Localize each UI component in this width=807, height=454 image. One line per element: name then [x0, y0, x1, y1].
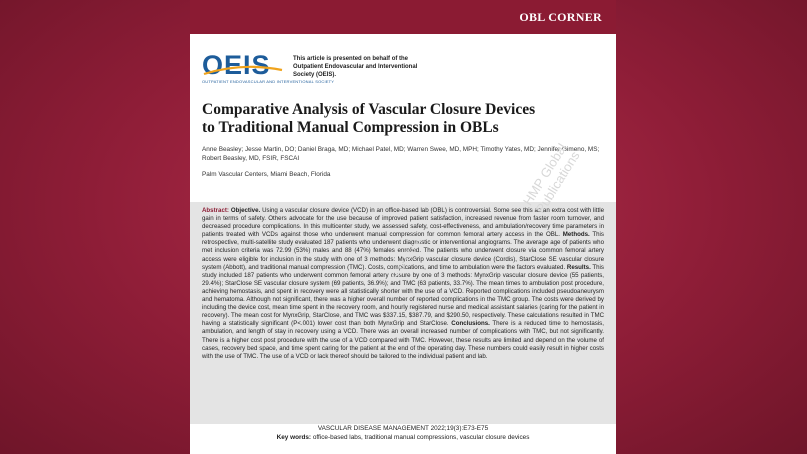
methods-label: Methods.	[562, 231, 590, 239]
logo-subtext: OUTPATIENT ENDOVASCULAR AND INTERVENTIONAL SOCIETY	[202, 79, 335, 84]
article-title	[202, 101, 602, 137]
affiliation: Palm Vascular Centers, Miami Beach, Florida	[202, 171, 331, 178]
title-line-2: to Traditional Manual Compression in OBLs	[202, 119, 499, 136]
conclusions-text: There is a reduced time to hemostasis, ambulation, and length of stay in recovery using a VCD. There was an overall increased number of complications with TMC, but not significantly. There is a higher cost post procedure with the use of a VCD compared with TMC. However, these results are limited and depend on the volume of cases, recovery bed space, and time spent caring for the patient at the end of the operating day. These numbers could easily result in higher costs with the use of TMC. The use of a VCD or lack thereof should be tailored to the individual patient and lab.	[202, 320, 604, 360]
author-list: Anne Beasley; Jesse Martin, DO; Daniel Braga, MD; Michael Patel, MD; Warren Swee, MD, MPH; Timothy Yates, MD; Jennifer Gimeno, MS; Robert Beasley, MD, FSIR, FSCAI	[202, 146, 600, 162]
title-line-1: Comparative Analysis of Vascular Closure Devices	[202, 101, 536, 118]
logo-wordmark: OEIS	[202, 50, 271, 80]
keywords-text: office-based labs, traditional manual compressions, vascular closure devices	[312, 434, 530, 441]
citation: VASCULAR DISEASE MANAGEMENT 2022;19(3):E73-E75	[317, 425, 489, 432]
watermark: HMP Global Publications	[520, 140, 583, 216]
abstract-text	[202, 207, 604, 361]
keywords-label: Key words:	[276, 434, 312, 441]
results-text: This study included 187 patients who underwent common femoral artery closure by one of 3 methods: MynxGrip vascular closure device (55 patients, 29.4%); StarClose SE vascular closure system (69 patients, 36.9%); and TMC (63 patients, 33.7%). The mean times to ambulation post procedure, achieving hemostasis, and spent in recovery were all statistically shorter with the use of a VCD. Reported complications included pseudoaneurysm and hematoma. Although not significant, there was a higher overall number of reported complications in the TMC group. The costs were derived by including the device cost, mean time spent in the recovery room, and hourly registered nurse and medical assistant salaries (caring for the patient in recovery). The mean cost for MynxGrip, StarClose, and TMC was $337.15, $387.79, and $290.50, respectively. These calculations resulted in TMC having a statistically significant (P<.001) lower cost than both MynxGrip and StarClose.	[202, 263, 604, 328]
section-header-band	[190, 0, 616, 34]
methods-text: This retrospective, multi-satellite study evaluated 187 patients who underwent diagnostic or interventional angiograms. The average age of patients who met inclusion criteria was 72.99 (53%) males and 88 (47%) females enrolled. The patients who underwent closure via common femoral artery access were eligible for inclusion in the study with one of 3 methods: MynxGrip vascular closure device (Cordis), StarClose SE vascular closure system (Abbott), and traditional manual compression (TMC). Costs, complications, and time to ambulation were the factors evaluated.	[202, 231, 604, 271]
keywords-line	[190, 434, 616, 441]
conclusions-label: Conclusions.	[451, 320, 490, 328]
section-label: OBL CORNER	[519, 9, 602, 24]
society-note: This article is presented on behalf of the Outpatient Endovascular and Interventional Society (OEIS).	[293, 56, 418, 78]
watermark-secondary: HMP Global	[390, 234, 425, 282]
objective-text: Using a vascular closure device (VCD) in an office-based lab (OBL) is controversial. Some see this as an extra cost with little gain in terms of safety. Others advocate for the use because of improved patient satisfaction, increased revenue from faster room turnover, and decreased procedure complications. In this multicenter study, we assessed safety, cost-effectiveness, and ambulation/recovery time parameters in patients treated with VCDs against those who underwent manual compression for common femoral artery access in the OBL.	[202, 207, 604, 239]
abstract-label: Abstract:	[202, 207, 229, 214]
article-page	[190, 0, 616, 454]
results-label: Results.	[566, 263, 591, 271]
oeis-logo	[202, 50, 335, 92]
logo-swoosh-icon	[202, 60, 284, 80]
society-block	[202, 52, 616, 92]
objective-label: Objective.	[230, 207, 261, 214]
